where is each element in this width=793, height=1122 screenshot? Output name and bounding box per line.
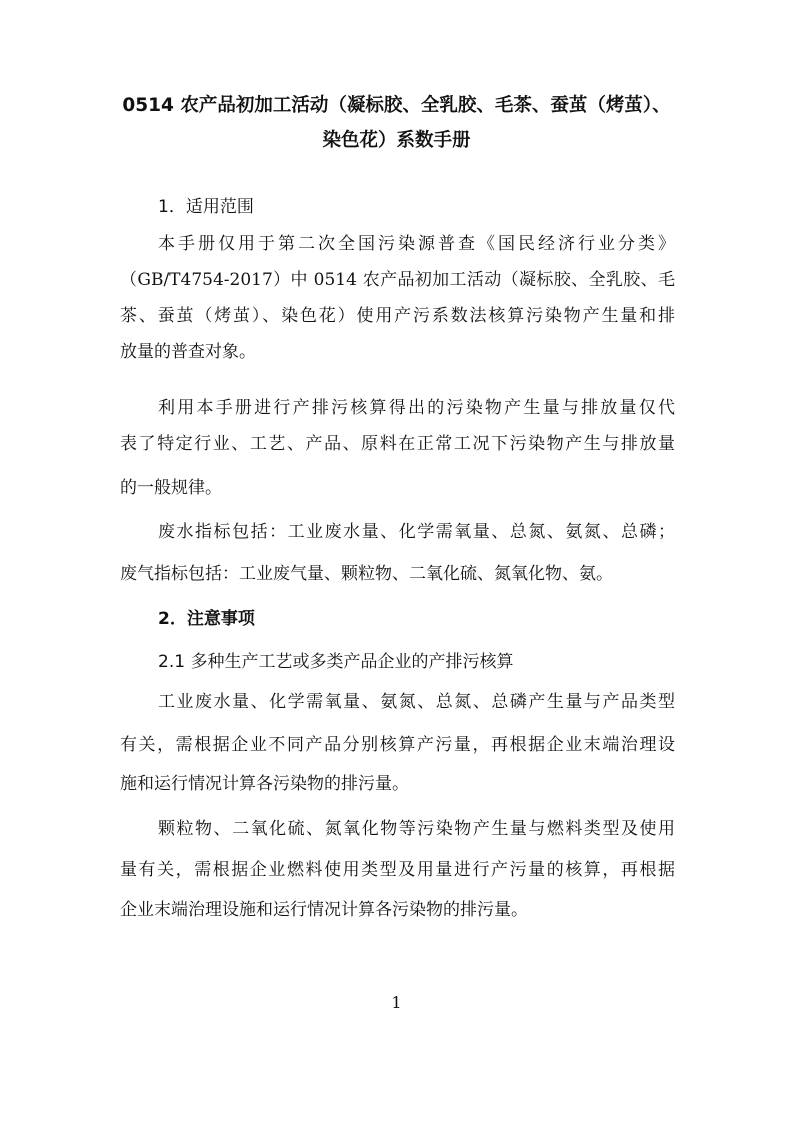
section-1-para-1-line-2: （GB/T4754-2017）中 0514 农产品初加工活动（凝标胶、全乳胶、毛 (120, 270, 675, 290)
section-2-para-2-line-2: 量有关，需根据企业燃料使用类型及用量进行产污量的核算，再根据 (120, 860, 675, 880)
section-2-heading: 2．注意事项 (158, 609, 255, 629)
page-number: 1 (391, 993, 402, 1012)
section-1-para-2-line-1: 利用本手册进行产排污核算得出的污染物产生量与排放量仅代 (158, 398, 675, 418)
section-1-para-2-line-3: 的一般规律。 (120, 478, 222, 498)
section-2-1-subheading: 2.1 多种生产工艺或多类产品企业的产排污核算 (158, 652, 514, 672)
section-2-para-1-line-3: 施和运行情况计算各污染物的排污量。 (120, 774, 409, 794)
section-2-para-2-line-3: 企业末端治理设施和运行情况计算各污染物的排污量。 (120, 900, 528, 920)
section-1-para-3-line-2: 废气指标包括：工业废气量、颗粒物、二氧化硫、氮氧化物、氨。 (120, 564, 613, 584)
section-2-para-2-line-1: 颗粒物、二氧化硫、氮氧化物等污染物产生量与燃料类型及使用 (158, 819, 675, 839)
document-title-line-1: 0514 农产品初加工活动（凝标胶、全乳胶、毛茶、蚕茧（烤茧）、 (122, 95, 671, 116)
section-1-para-1-line-3: 茶、蚕茧（烤茧）、染色花）使用产污系数法核算污染物产生量和排 (120, 306, 675, 326)
section-1-para-1-line-4: 放量的普查对象。 (120, 342, 256, 362)
document-title-line-2: 染色花）系数手册 (322, 130, 471, 151)
section-1-para-3-line-1: 废水指标包括：工业废水量、化学需氧量、总氮、氨氮、总磷； (158, 522, 675, 542)
section-2-para-1-line-2: 有关，需根据企业不同产品分别核算产污量，再根据企业末端治理设 (120, 735, 675, 755)
section-1-para-2-line-2: 表了特定行业、工艺、产品、原料在正常工况下污染物产生与排放量 (120, 434, 675, 454)
section-1-para-1-line-1: 本手册仅用于第二次全国污染源普查《国民经济行业分类》 (158, 234, 675, 254)
section-1-heading: 1．适用范围 (158, 197, 254, 217)
section-2-para-1-line-1: 工业废水量、化学需氧量、氨氮、总氮、总磷产生量与产品类型 (158, 692, 675, 712)
